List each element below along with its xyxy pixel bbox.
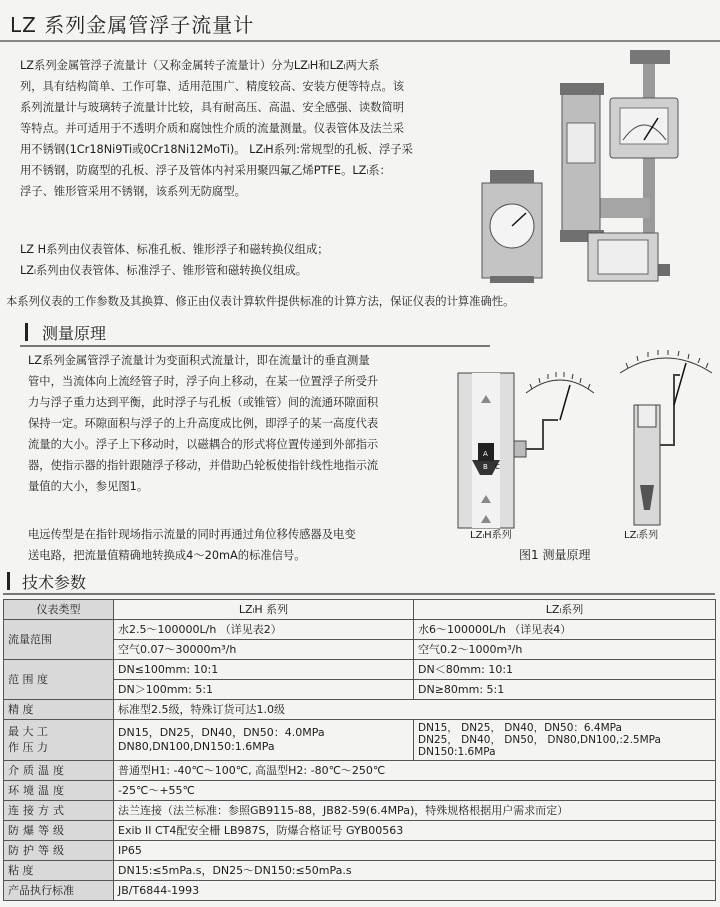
table-cell: 法兰连接（法兰标准：参照GB9115-88，JB82-59(6.4MPa)，特殊规格根据用户需求而定）	[114, 801, 716, 821]
table-cell: IP65	[114, 841, 716, 861]
cell-line: DN15，DN25，DN40，DN50：4.0MPa	[118, 726, 325, 739]
table-row	[4, 700, 716, 720]
section-divider	[3, 593, 715, 595]
table-cell: DN15:≤5mPa.s，DN25～DN150:≤50mPa.s	[114, 861, 716, 881]
float-mark-a: A	[483, 450, 488, 458]
table-cell	[414, 720, 716, 761]
table-cell: Exib II CT4配安全栅 LB987S，防爆合格证号 GYB00563	[114, 821, 716, 841]
header-cell: LZₗH 系列	[114, 600, 414, 620]
row-label: 产品执行标准	[4, 881, 114, 901]
intro-line: 用不锈钢(1Cr18Ni9Ti或0Cr18Ni12MoTi)。 LZₗH系列:常规型的孔板、浮子采	[20, 143, 413, 156]
row-label: 范 围 度	[4, 660, 114, 700]
row-label: 精 度	[4, 700, 114, 720]
principle-line: 保持一定。环隙面积与浮子的上升高度成比例，即浮子的某一高度代表	[28, 417, 379, 430]
header-cell: 仪表类型	[4, 600, 114, 620]
figure-caption: 图1 测量原理	[519, 548, 591, 562]
table-cell: 水6～100000L/h （详见表4）	[414, 620, 716, 640]
principle-line: 流量的大小。浮子上下移动时，以磁耦合的形式将位置传递到外部指示	[28, 438, 379, 451]
spec-table	[3, 599, 716, 901]
table-cell: DN＜80mm: 10:1	[414, 660, 716, 680]
intro-line: 等特点。并可适用于不透明介质和腐蚀性介质的流量测量。仪表管体及法兰采	[20, 122, 405, 135]
row-label-line: 作 压 力	[8, 741, 48, 754]
title-divider	[0, 40, 720, 42]
measurement-principle-figure	[448, 345, 716, 545]
intro-line: LZ系列金属管浮子流量计（又称金属转子流量计）分为LZₗH和LZₗ两大系	[20, 59, 380, 72]
float-mark-c: C	[495, 463, 500, 471]
intro-line: 列，具有结构简单、工作可靠、适用范围广、精度较高、安装方便等特点。该	[20, 80, 405, 93]
table-row	[4, 761, 716, 781]
table-cell: 标准型2.5级，特殊订货可达1.0级	[114, 700, 716, 720]
table-cell: DN≤100mm: 10:1	[114, 660, 414, 680]
table-row	[4, 801, 716, 821]
cell-line: DN150:1.6MPa	[418, 746, 496, 758]
table-row	[4, 720, 716, 761]
intro-line: 浮子、锥形管采用不锈钢，该系列无防腐型。	[20, 185, 246, 198]
composition-paragraph	[20, 239, 329, 281]
composition-line: LZₗ系列由仪表管体、标准浮子、锥形管和磁转换仪组成。	[20, 264, 308, 277]
table-cell: 普通型H1: -40℃～100℃, 高温型H2: -80℃～250℃	[114, 761, 716, 781]
table-cell: -25℃～+55℃	[114, 781, 716, 801]
figure-label-lz: LZₗ系列	[624, 530, 659, 541]
table-header-row	[4, 600, 716, 620]
row-label: 介质温度	[4, 761, 114, 781]
header-cell: LZₗ系列	[414, 600, 716, 620]
table-cell: JB/T6844-1993	[114, 881, 716, 901]
composition-line: LZ H系列由仪表管体、标准孔板、锥形浮子和磁转换仪组成；	[20, 243, 329, 256]
principle-line: 器，使指示器的指针跟随浮子移动，并借助凸轮板使指针线性地指示流	[28, 459, 379, 472]
figure-label-lzh: LZₗH系列	[470, 530, 512, 541]
table-cell: 空气0.2～1000m³/h	[414, 640, 716, 660]
table-cell: DN≥80mm: 5:1	[414, 680, 716, 700]
table-row	[4, 861, 716, 881]
table-row	[4, 841, 716, 861]
table-cell: 空气0.07～30000m³/h	[114, 640, 414, 660]
cell-line: DN80,DN100,DN150:1.6MPa	[118, 740, 275, 753]
principle-line: 量值的大小，参见图1。	[28, 480, 149, 493]
cell-line: DN25， DN40， DN50， DN80,DN100,:2.5MPa	[418, 734, 661, 746]
table-cell: DN＞100mm: 5:1	[114, 680, 414, 700]
calculation-note: 本系列仪表的工作参数及其换算、修正由仪表计算软件提供标准的计算方法，保证仪表的计算准确性。	[6, 295, 515, 308]
section-title-principle: 测量原理	[42, 324, 107, 343]
principle-paragraph	[28, 350, 378, 497]
intro-paragraph	[20, 55, 413, 202]
table-row	[4, 781, 716, 801]
table-row	[4, 821, 716, 841]
section-title-specs: 技术参数	[22, 573, 87, 592]
table-row	[4, 881, 716, 901]
float-mark-b: B	[483, 463, 488, 471]
row-label: 环境温度	[4, 781, 114, 801]
principle-line: 管中，当流体向上流经管子时，浮子向上移动，在某一位置浮子所受升	[28, 375, 379, 388]
row-label: 粘 度	[4, 861, 114, 881]
section-divider	[20, 345, 490, 347]
intro-line: 系列流量计与玻璃转子流量计比较，具有耐高压、高温、安全感强、读数简明	[20, 101, 405, 114]
remote-line: 送电路，把流量值精确地转换成4～20mA的标准信号。	[28, 549, 306, 562]
page-title: LZ 系列金属管浮子流量计	[10, 13, 255, 37]
product-photo	[470, 48, 715, 283]
table-cell: 水2.5～100000L/h （详见表2）	[114, 620, 414, 640]
cell-line: DN15， DN25， DN40，DN50：6.4MPa	[418, 722, 622, 734]
row-label: 连接方式	[4, 801, 114, 821]
remote-line: 电远传型是在指针现场指示流量的同时再通过角位移传感器及电变	[28, 528, 356, 541]
section-marker	[25, 323, 28, 341]
section-marker	[7, 572, 10, 590]
row-label: 防护等级	[4, 841, 114, 861]
row-label-line: 最 大 工	[8, 725, 48, 738]
row-label	[4, 720, 114, 761]
intro-line: 用不锈钢，防腐型的孔板、浮子及管体内衬采用聚四氟乙烯PTFE。LZₗ系：	[20, 164, 391, 177]
principle-line: LZ系列金属管浮子流量计为变面积式流量计，即在流量计的垂直测量	[28, 354, 370, 367]
table-cell	[114, 720, 414, 761]
table-row	[4, 660, 716, 680]
table-row	[4, 620, 716, 640]
principle-line: 力与浮子重力达到平衡，此时浮子与孔板（或锥管）间的流通环隙面积	[28, 396, 379, 409]
remote-paragraph	[28, 524, 356, 566]
row-label: 防爆等级	[4, 821, 114, 841]
row-label: 流量范围	[4, 620, 114, 660]
